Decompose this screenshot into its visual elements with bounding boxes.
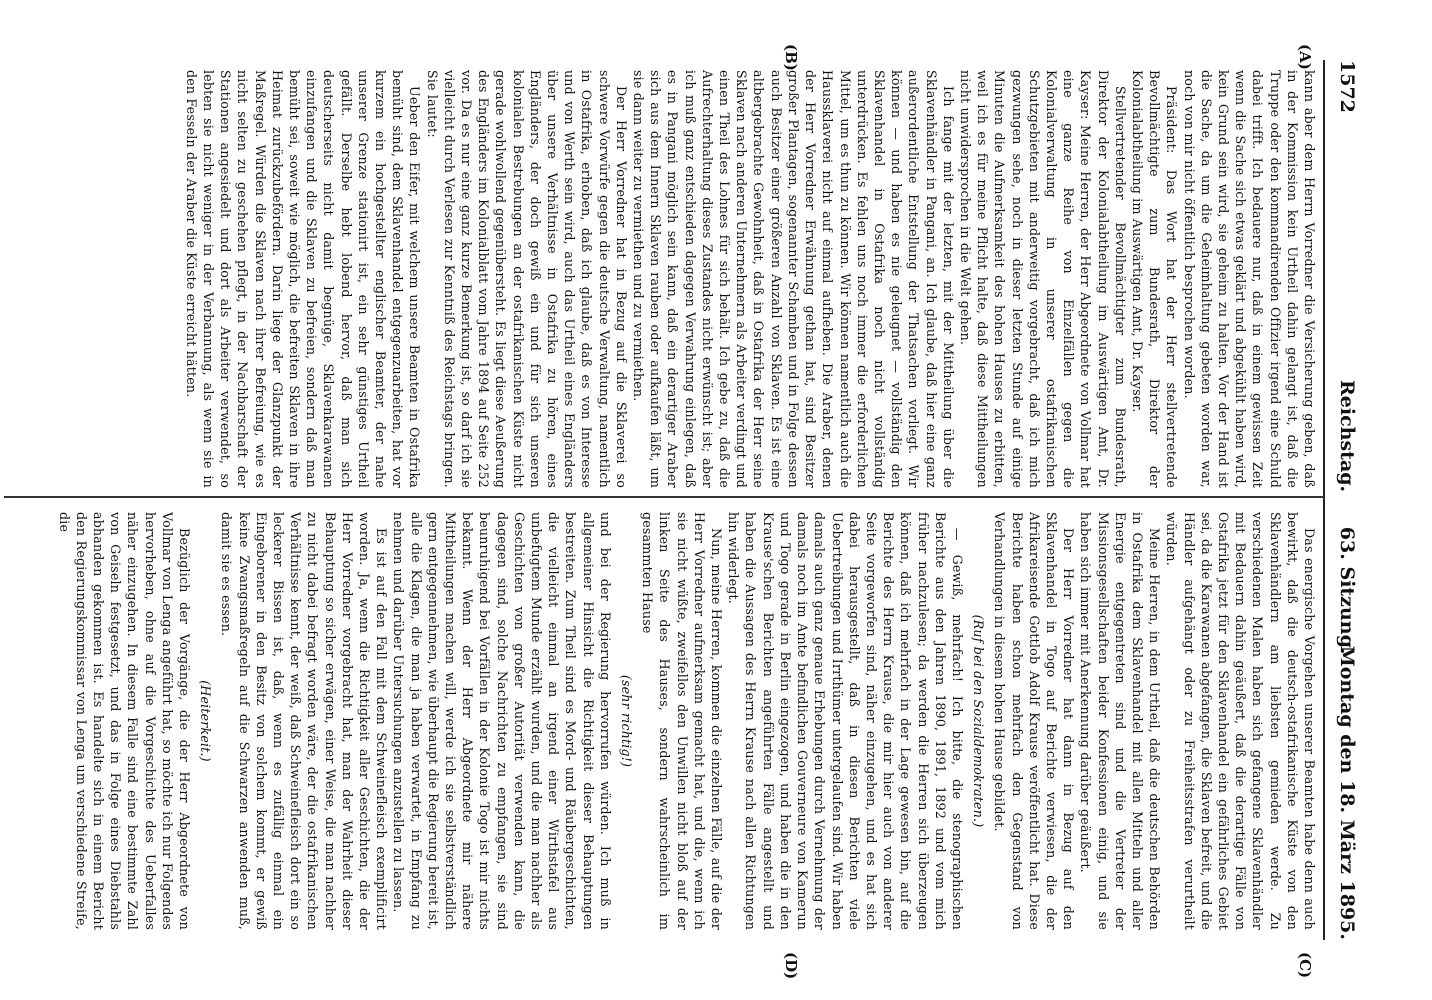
paragraph: Der Herr Vorredner hat in Bezug auf die Sklaverei so schwere Vorwürfe gegen die deutsche Verwaltung, namentlich in Ostafrika, erhoben, daß ich glaube, daß es von Interesse und von Werth sein wird, auch das Urtheil eines Engländers über unsere Verhältnisse in Ostafrika zu hören, eines Engländers, der doch gewiß ein und für sich unseren kolonialen Bestrebungen an der ostafrikanischen Küste nicht gerade wohlwollend gegenübersteht. Es liegt diese Aeußerung des Engländers im Kolonialblatt vom Jahre 1894 auf Seite 252 vor. Da es nur eine ganz kurze Bemerkung ist, so darf ich sie vielleicht durch Verlesen zur Kenntniß des Reichstags bringen. Sie lautet: [424, 70, 629, 488]
paragraph: — Gewiß, mehrfach! Ich bitte, die stenographischen Berichte aus den Jahren 1890, 1891, 1892 und vom mich früher nachzulesen; da werden die Herren sich überzeugen können, daß ich mehrfach in der Lage gewesen bin, auf die Berichte des Herrn Krause, die mir hier auch von anderer Seite vorgeworfen sind, näher einzugehen, und es hat sich dabei herausgestellt, daß in diesen Berichten viele Uebertreibungen und Irrthümer untergelaufen sind. Wir haben damals auch ganz genaue Erhebungen durch Vernehmung der damals noch im Amte befindlichen Gouverneure von Kamerun und Togo gerade in Berlin eingezogen, und haben die in den Krause'schen Berichten angeführten Fälle angestellt und haben die Aussagen des Herrn Krause nach allen Richtungen hin widerlegt. [726, 512, 965, 930]
paragraph: Es ist auf den Fall mit dem Schweinefleisch exemplificirt worden. Ja, wenn die Richtigkeit aller Geschichten, die der Herr Vorredner vorgebracht hat, man der Wahrheit dieser Behauptung so sicher erwägen, einer Weise, die man nachher zu nicht dabei befragt worden wäre, der die ostafrikanischen Verhältnisse kennt, der weiß, daß Schweinefleisch dort ein so leckerer Bissen ist, daß, wenn es zufällig einmal ein Eingeborener in den Besitz von solchem kommt, er gewiß keine Zwangsmaßregeln auf die Schwarzen anwenden muß, damit sie es essen. [219, 512, 390, 930]
page-header [1328, 60, 1358, 940]
left-column [18, 70, 1318, 488]
interjection: (Heiterkeit.) [198, 680, 214, 762]
margin-marker-a: (A) [1296, 44, 1314, 70]
column-divider [4, 496, 1324, 498]
margin-marker-b: (B) [782, 44, 800, 71]
paragraph: Bezüglich der Vorgänge, die der Herr Abgeordnete von Vollmar von Lenga angeführt hat, so möchte ich nur Folgendes hervorheben, ohne auf die Vorgeschichte des Ueberfalles näher einzugehen. In diesem Falle sind eine bestimmte Zahl von Geiseln festgesetzt, und das in Folge eines Diebstahls abhanden gekommen ist. Es handelte sich in einem Bericht den Regierungskommissar von Lenga um verschiedene Streife, die [56, 512, 192, 930]
header-date: Montag den 18. März 1895. [1336, 645, 1358, 940]
paragraph: Präsident: Das Wort hat der Herr stellvertretende Bevollmächtigte zum Bundesrath, Direktor der Kolonialabtheilung im Auswärtigen Amt, Dr. Kayser. [1129, 70, 1180, 488]
margin-marker-c: (C) [1296, 952, 1314, 979]
paragraph: Der Herr Vorredner hat dann in Bezug auf den Sklavenhandel in Togo auf Berichte verwiesen, die der Afrikareisende Gottlob Adolf Krause veröffentlicht hat. Diese Berichte haben schon mehrfach den Gegenstand von Verhandlungen in diesem hohen Hause gebildet. [992, 512, 1077, 930]
header-rule [1323, 60, 1325, 940]
page-number: 1572 [1336, 60, 1358, 113]
paragraph: Ich fange mit der letzten, mit der Mittheilung über die Sklavenhändler in Pangani, an. Ich glaube, daß hier eine ganz außerordentliche Entstellung der Thatsachen vorliegt. Wir können — und haben es nie geleugnet — vollständig den Sklavenhandel in Ostafrika noch nicht vollständig unterdrücken. Es fehlen uns noch immer die erforderlichen Mittel, um es thun zu können. Wir können namentlich auch die Haussklaverei nicht auf einmal aufheben. Die Araber, denen der Herr Vorredner Erwähnung gethan hat, sind Besitzer großer Plantagen, sogenannter Schamben und in Folge dessen auch Besitzer einer größeren Anzahl von Sklaven. Es ist eine altbergebrachte Gewohnheit, daß in Ostafrika der Herr seine Sklaven nach anderen Unternehmern als Arbeiter verdingt und einen Theil des Lohnes für sich behält. Ich gebe zu, daß die Aufrechterhaltung dieses Zustandes nicht erwünscht ist; aber ich muß ganz entschieden dagegen Verwahrung einlegen, daß es in Pangani möglich sein kann, daß ein derartiger Araber sich aus dem Innern Sklaven rauben oder aufkaufen läßt, um sie dann weiter zu vermiethen und zu vermiethen. [631, 70, 956, 488]
paragraph: kann aber dem Herrn Vorredner die Versicherung geben, daß in der Kommission kein Urtheil dahin gelangt ist, daß die Truppe oder den kommandirenden Offizier irgend eine Schuld dabei trifft. Ich bedauere nur, daß in einem gewissen Zeit wenn die Sache sich etwas geklärt und abgekühlt haben wird, kein Grund sein wird, sie geheim zu halten. Vor der Hand ist die Sache, da um die Geheimhaltung gebeten worden war, noch von mir nicht öffentlich besprochen worden. [1181, 70, 1317, 488]
right-column [18, 512, 1318, 930]
interjection: (sehr richtig!) [619, 674, 635, 768]
margin-marker-d: (D) [782, 952, 800, 980]
header-title: Reichstag. [1336, 380, 1358, 493]
paragraph: Das energische Vorgehen unserer Beamten habe denn auch bewirkt, daß die deutsch-ostafrikanische Küste von den Sklavenhändlern am liebsten gemieden werde. Zu verschiedenen Malen haben sich gefangene Sklavenhändler mit Bedauern dahin geäußert, daß die derartige Fälle von Ostafrika jetzt für den Sklavenhandel ein gefährliches Gebiet sei, da die Karawanen abgefangen, die Sklaven befreit, und die Händler aufgehängt oder zu Freiheitsstrafen verurtheilt würden. [1164, 512, 1317, 930]
header-session: 63. Sitzung. [1336, 526, 1358, 655]
interjection: (Ruf bei den Sozialdemokraten.) [971, 614, 987, 828]
paragraph: Nun, meine Herren, kommen die einzelnen Fälle, auf die der Herr Vorredner aufmerksam gemacht hat, und die, wenn ich sie nicht wüßte, zweifellos den Unwillen nicht bloß auf der linken Seite des Hauses, sondern wahrscheinlich im gesammten Hause [640, 512, 725, 930]
paragraph: und bei der Regierung hervorrufen würden. Ich muß in allgemeiner Hinsicht die Richtigkeit dieser Behauptungen bestreiten. Zum Theil sind es Mord- und Räubergeschichten, die vielleicht einmal an irgend einer Wirthstafel aus unbefugtem Munde erzählt wurden, und die man nachher als Geschichten von großer Autorität verwenden kann, die dagegen sind, solche Nachrichten zu empfangen, sie sind beunruhigend bei Vorfällen in der Kolonie Togo ist mir nichts bekannt. Wenn der Herr Abgeordnete mir nähere Mittheilungen machen will, werde ich sie selbstverständlich gern entgegennehmen, wie überhaupt die Regierung bereit ist, alle die Klagen, die man ja haben verwartet, in Empfang zu nehmen und darüber Untersuchungen anzustellen zu lassen. [391, 512, 613, 930]
paragraph: Meine Herren, in dem Urtheil, daß die deutschen Behörden in Ostafrika dem Sklavenhandel mit allen Mitteln und aller Energie entgegentreten sind und die Vertreter der Missionsgesellschaften beider Konfessionen einig, und sie haben sich immer mit Anerkennung darüber geäußert. [1078, 512, 1163, 930]
paragraph: Ueber den Eifer, mit welchem unsere Beamten in Ostafrika bemüht sind, dem Sklavenhandel entgegenzuarbeiten, hat vor kurzem ein hochgestellter englischer Beamter, der nahe unserer Grenze stationirt ist, ein sehr günstiges Urtheil gefällt. Derselbe hebt lobend hervor, daß man sich deutscherseits nicht damit begnüge, Sklavenkarawanen einzufangen und die Sklaven zu befreien, sondern daß man bemüht sei, soweit wie möglich, die befreiten Sklaven in ihre Heimat zurückzubefördern. Darin liege der Glanzpunkt der Maßregel. Würden die Sklaven nach ihrer Befreiung, wie es nicht selten zu geschehen pflegt, in der Nachbarschaft der Stationen angesiedelt und dort als Arbeiter verwendet, so lebten sie nicht weniger in der Verbannung, als wenn sie in den Fesseln der Araber die Küste erreicht hätten. [183, 70, 423, 488]
paragraph: Stellvertretender Bevollmächtigter zum Bundesrath, Direktor der Kolonialabtheilung im Auswärtigen Amt, Dr. Kayser: Meine Herren, der Herr Abgeordnete von Vollmar hat eine ganze Reihe von Einzelfällen gegen die Kolonialverwaltung in unserer ostafrikanischen Schutzgebieten mit anderweitig vorgebracht, daß ich mich gezwungen sehe, noch in dieser letzten Stunde auf einige Minuten die Aufmerksamkeit des hohen Hauses zu erbitten, weil ich es für meine Pflicht halte, daß diese Mittheilungen nicht unwidersprochen in die Welt gehen. [957, 70, 1128, 488]
header-center [1336, 380, 1358, 655]
